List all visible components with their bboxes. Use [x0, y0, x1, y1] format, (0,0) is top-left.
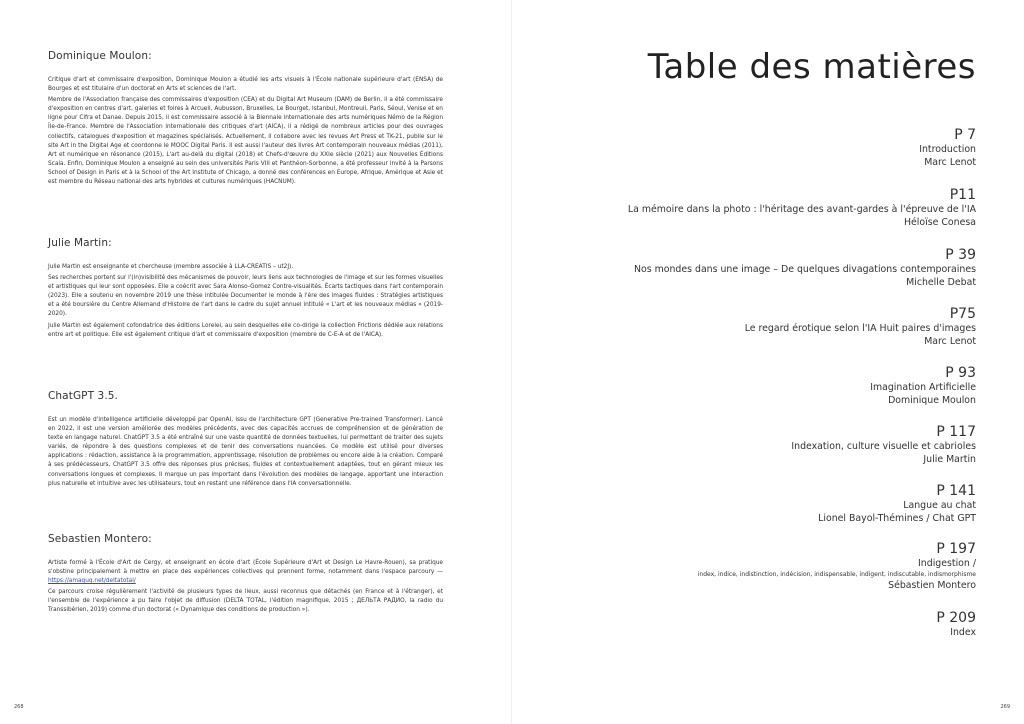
toc-entry	[556, 424, 976, 466]
toc-title: Table des matières	[647, 47, 976, 87]
toc-page-ref: P75	[949, 306, 976, 322]
bio-dominique-moulon	[48, 50, 443, 187]
toc-entry-title: Langue au chat	[903, 500, 976, 511]
bio-paragraph: Ce parcours croise régulièrement l'activité de plusieurs types de lieux, aussi reconnus que détachés (en France et à l'étranger), et l'ensemble de l'expérience a pu faire l'objet de diffusion (DELTA TOTAL, l'édition magnifique, 2015 ; ДЕЛЬТА РАДИО, la radio du Transsibérien, 2019) comme d'un doctorat (« Dynamique des conditions de production »).	[48, 589, 443, 614]
bio-paragraph: Membre de l'Association française des commissaires d'exposition (CEA) et du Digital Art Museum (DAM) de Berlin, il a été commissaire d'exposition en centres d'art, galeries et foires à Arcueil, Aubusson, Bruxelles, Le Bourget, Istanbul, Montreuil, Paris, Séoul, Venise et en ligne pour Cifra et Danae. Depuis 2015, il est commissaire associé à la Biennale internationale des arts numériques Némo de la Région Île-de-France. Membre de l'Association internationale des critiques d'art (AICA), il a rédigé de nombreux articles pour des ouvrages collectifs, catalogues d'exposition et magazines spécialisés. Actuellement, il collabore avec les revues Art Press et TK-21, publie sur le site Art in the Digital Age et coordonne le MOOC Digital Paris. Il est aussi l'auteur des livres Art contemporain nouveaux médias (2011), Art et numérique en résonance (2015), L'art au-delà du digital (2018) et Chefs-d'œuvre du XXIe siècle (2021) aux Nouvelles Éditions Scala. Enfin, Dominique Moulon a enseigné au sein des universités Paris VIII et Panthéon-Sorbonne, a été professeur invité à la Parsons School of Design in Paris et à la School of the Art Institute of Chicago, a donné des conférences en Europe, Afrique, Amérique et Asie et est membre du Réseau national des arts hybrides et cultures numériques (HACNUM).	[48, 97, 443, 186]
bio-chatgpt	[48, 390, 443, 489]
toc-entry-author: Marc Lenot	[924, 157, 976, 168]
page-number-right: 269	[1000, 704, 1010, 710]
toc-entry	[556, 306, 976, 348]
bio-paragraph: Ses recherches portent sur l'(in)visibilité des mécanismes de pouvoir, leurs liens aux technologies de l'image et sur les formes visuelles et artistiques qui leur sont opposées. Elle a coécrit avec Sara Alonso-Gomez Contre-visualités. Écarts tactiques dans l'art contemporain (2023). Elle a soutenu en novembre 2019 une thèse intitulée Documenter le monde à l'ère des images fluides : Stratégies artistiques et a été boursière du Centre Allemand d'Histoire de l'art dans le cadre du sujet annuel intitulé « L'art et les nouveaux médias » (2019-2020).	[48, 275, 443, 318]
right-page	[512, 0, 1024, 724]
bio-text: Artiste formé à l'École d'Art de Cergy, et enseignant en école d'art (École Supérieure d'Art et Design Le Havre-Rouen), sa pratique s'obstine principalement à mettre en place des expériences collectives qui prennent forme, notamment dans l'espace parcoury —	[48, 560, 443, 576]
toc-entry	[556, 541, 976, 592]
toc-entry-author: Dominique Moulon	[888, 395, 976, 406]
bio-paragraph	[48, 559, 443, 586]
toc-entry-author: Julie Martin	[923, 454, 976, 465]
toc-entry-title: Indigestion /	[918, 558, 976, 569]
bio-heading: Dominique Moulon:	[48, 50, 152, 62]
toc-page-ref: P 93	[945, 365, 976, 381]
bio-heading: Julie Martin:	[48, 237, 112, 249]
bio-paragraph: Critique d'art et commissaire d'exposition, Dominique Moulon a étudié les arts visuels à l'École nationale supérieure d'art (ENSA) de Bourges et est titulaire d'un doctorat en Arts et sciences de l'art.	[48, 77, 443, 93]
toc-entry-title: Le regard érotique selon l'IA Huit paires d'images	[744, 323, 976, 334]
toc-page-ref: P 7	[954, 127, 976, 143]
toc-entry	[556, 127, 976, 169]
toc-entry	[556, 483, 976, 525]
toc-entry	[556, 610, 976, 639]
toc-entry-title: Nos mondes dans une image – De quelques divagations contemporaines	[633, 264, 976, 275]
bio-paragraph: Est un modèle d'intelligence artificielle développé par OpenAI, issu de l'architecture GPT (Generative Pre-trained Transformer). Lancé en 2022, il est une version améliorée des modèles précédents, avec des capacités accrues de compréhension et de génération de texte en langage naturel. ChatGPT 3.5 a été entraîné sur une vaste quantité de données textuelles, lui permettant de traiter des sujets variés, de répondre à des questions complexes et de tenir des conversations nuancées. Ce modèle est utilisé pour diverses applications : rédaction, assistance à la programmation, apprentissage, résolution de problèmes ou encore aide à la création. Comparé à ses prédécesseurs, ChatGPT 3.5 offre des réponses plus précises, fluides et contextuellement adaptées, tout en gérant mieux les conversations longues et complexes. Il marque un pas important dans l'évolution des modèles de langage, apportant une interaction plus naturelle et intuitive avec les utilisateurs, tout en restant une référence dans l'IA conversationnelle.	[48, 417, 443, 487]
deltatotal-link[interactable]: https://amagug.net/deltatotal/	[48, 578, 136, 585]
toc-entry-author: Héloïse Conesa	[903, 217, 976, 228]
toc-entry-author: Lionel Bayol-Thémines / Chat GPT	[818, 513, 976, 524]
toc-entry-title: Imagination Artificielle	[870, 382, 976, 393]
bio-heading: Sebastien Montero:	[48, 533, 152, 545]
toc-page-ref: P 209	[936, 610, 976, 626]
toc-entry-author: Marc Lenot	[924, 336, 976, 347]
toc-entry-title: Index	[950, 627, 976, 638]
toc-entry-subtitle: index, indice, indistinction, indécision, indispensable, indigent, indiscutable, indismorphisme	[697, 571, 976, 578]
bio-paragraph: Julie Martin est également cofondatrice des éditions Lorelei, au sein desquelles elle co-dirige la collection Frictions dédiée aux relations entre art et politique. Elle est également critique d'art et commissaire d'exposition (membre de C-E-A et de l'AICA).	[48, 322, 443, 338]
page-number-left: 268	[14, 704, 24, 710]
bio-paragraph: Julie Martin est enseignante et chercheuse (membre associée à LLA-CREATIS – ut2J).	[48, 264, 294, 270]
toc-page-ref: P 117	[936, 424, 976, 440]
toc-page-ref: P 197	[936, 541, 976, 557]
toc-entry	[556, 187, 976, 229]
toc-entry-author: Michelle Debat	[906, 277, 976, 288]
bio-sebastien-montero	[48, 533, 443, 616]
toc-entry	[556, 365, 976, 407]
toc-page-ref: P11	[949, 187, 976, 203]
toc-entry-author: Sébastien Montero	[888, 580, 976, 591]
bio-heading: ChatGPT 3.5.	[48, 390, 118, 402]
toc-entry-title: Indexation, culture visuelle et cabrioles	[791, 441, 976, 452]
toc-entry-title: La mémoire dans la photo : l'héritage des avant-gardes à l'épreuve de l'IA	[627, 204, 976, 215]
bio-julie-martin	[48, 237, 443, 340]
toc-page-ref: P 141	[936, 483, 976, 499]
toc-entry	[556, 247, 976, 289]
toc-page-ref: P 39	[945, 247, 976, 263]
toc-entry-title: Introduction	[919, 144, 976, 155]
